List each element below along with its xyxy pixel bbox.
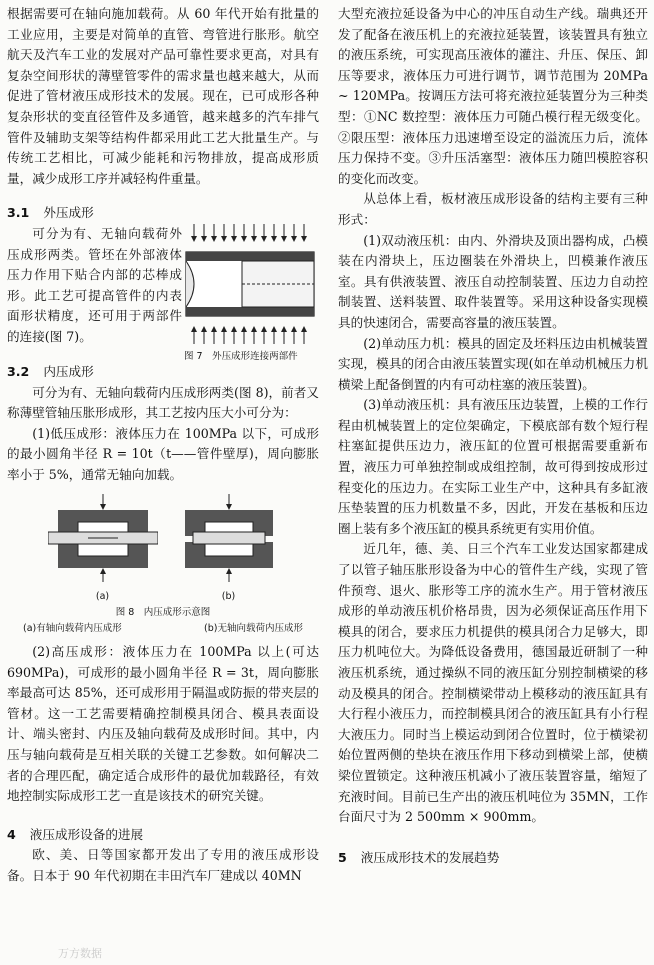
figure-8-subcaptions bbox=[7, 620, 319, 638]
spacer bbox=[338, 828, 648, 848]
figure-8-panel-b-label: (b) bbox=[221, 591, 236, 603]
figure-8-panel-a-label: (a) bbox=[95, 591, 110, 603]
section-heading-3-1 bbox=[7, 203, 319, 224]
figure-8-subcaption-b: (b)无轴向载荷内压成形 bbox=[204, 623, 303, 635]
paragraph: 近几年，德、美、日三个汽车工业发达国家都建成了以管子轴压胀形设备为中心的管件生产线，实现了管件预弯、退火、胀形等工序的流水生产。用于管材液压成形的单动液压机价格昂贵，因为必须保证高压作用下模具的闭合，要求压力机提供的模具闭合力足够大，即压力机吨位大。为降低设备费用，德国最近研制了一种液压机系统，通过操纵不同的液压缸分别控制横梁的移动及模具的闭合。控制横梁带动上模移动的液压缸具有大行程小液压力，而控制模具闭合的液压缸具有小行程大液压力。同时当上模运动到闭合位置时，位于横梁初始位置两侧的垫块在液压作用下移动到横梁上部，使横梁位置锁定。这种液压机减小了液压装置容量，缩短了充液时间。目前已生产出的液压机吨位为 35MN，工作台面尺寸为 2 500mm × 900mm。 bbox=[338, 541, 648, 825]
paragraph: 可分为有、无轴向载荷内压成形两类(图 8)，前者又称薄壁管轴压胀形成形，其工艺按内压大小可分为： bbox=[7, 384, 319, 421]
paragraph: 根据需要可在轴向施加载荷。从 60 年代开始有批量的工业应用，主要是对简单的直管、弯管进行胀形。航空航天及汽车工业的发展对产品可靠性要求更高，对具有复杂空间形状的薄壁管零件的需求量也越来越大，从而促进了管材液压成形技术的发展。现在，已可成形各种复杂形状的变直径管件及多通管，越来越多的汽车排气管件及辅助支架等结构件都采用此工艺大批量生产。与传统工艺相比，可减少能耗和污物排放，提高成形质量，减少成形工序并减轻构件重量。 bbox=[7, 6, 319, 186]
right-column bbox=[338, 4, 648, 868]
spacer bbox=[7, 189, 319, 203]
section-heading-4 bbox=[7, 825, 319, 846]
paragraph: (2)单动压力机：模具的固定及坯料压边由机械装置实现，模具的闭合由液压装置实现(如在单动机械压力机横梁上配备倒置的内有可动柱塞的液压装置)。 bbox=[338, 335, 648, 392]
figure-8-caption: 图 8 内压成形示意图 bbox=[115, 607, 211, 619]
section-heading-5 bbox=[338, 848, 648, 869]
figure-8-subcaption-a: (a)有轴向载荷内压成形 bbox=[23, 623, 122, 635]
paragraph: (1)低压成形：液体压力在 100MPa 以下，可成形的最小圆角半径 R = 10t（t——管件壁厚)，周向膨胀率小于 5%，通常无轴向加载。 bbox=[7, 425, 319, 482]
paragraph: (2)高压成形：液体压力在 100MPa 以上(可达 690MPa)，可成形的最小圆角半径 R = 3t，周向膨胀率最高可达 85%，还可成形用于隔温或防振的带夹层的管材。这一工艺需要精确控制模具闭合、模具表面设计、端头密封、内压及轴向载荷及成形时间。其中，内压与轴向载荷是互相关联的关键工艺参数。如何解决二者的合理匹配，确定适合成形件的最优加载路径，有效地控制实际成形工艺一直是该技术的研究关键。 bbox=[7, 644, 319, 804]
paragraph: 从总体上看，板材液压成形设备的结构主要有三种形式： bbox=[338, 191, 648, 227]
external-forming-diagram bbox=[184, 222, 319, 346]
paragraph: 大型充液拉延设备为中心的冲压自动生产线。瑞典还开发了配备在液压机上的充液拉延装置，该装置具有独立的液压系统，可实现高压液体的灌注、升压、保压、卸压等要求，液体压力可进行调节，调节范围为 20MPa ~ 120MPa。按调压方法可将充液拉延装置分为三种类型：①NC 数控型：液体压力可随凸模行程无级变化。②限压型：液体压力迅速增至设定的溢流压力后，流体压力保持不变。③升压活塞型：液体压力随凹模腔容积的变化而改变。 bbox=[338, 6, 648, 186]
figure-7-caption: 图 7 外压成形连接两部件 bbox=[184, 350, 298, 362]
figure-8 bbox=[7, 492, 319, 639]
left-column bbox=[7, 4, 319, 887]
section-number: 5 bbox=[338, 849, 347, 865]
section-number: 4 bbox=[7, 826, 16, 842]
figure-7-block bbox=[7, 224, 319, 374]
watermark: 万方数据 bbox=[58, 947, 102, 960]
section-number: 3.2 bbox=[7, 363, 30, 379]
axial-load-forming-diagram bbox=[48, 492, 158, 584]
figure-8-panel-b bbox=[179, 492, 279, 605]
figure-8-panel-a bbox=[48, 492, 158, 605]
paragraph: 欧、美、日等国家都开发出了专用的液压成形设备。日本于 90 年代初期在丰田汽车厂建成以 40MN bbox=[7, 847, 319, 884]
figure-7 bbox=[184, 222, 319, 364]
paragraph: (1)双动液压机：由内、外滑块及顶出器构成，凸模装在内滑块上，压边圈装在外滑块上，凹模兼作液压室。具有供液装置、液压自动控制装置、压边力自动控制装置、送料装置、取件装置等。采用这种设备实现模具的快速闭合，需要高容量的液压装置。 bbox=[338, 232, 648, 330]
section-title: 外压成形 bbox=[43, 205, 94, 221]
section-number: 3.1 bbox=[7, 205, 30, 221]
paragraph: 可分为有、无轴向载荷外压成形两类。管坯在外部液体压力作用下贴合内部的芯棒成形。此工艺可提高管件的内表面形状精度，还可用于两部件的连接(图 7)。 bbox=[7, 225, 182, 344]
spacer bbox=[7, 807, 319, 825]
figure-8-panels bbox=[7, 492, 319, 605]
section-title: 内压成形 bbox=[43, 363, 94, 379]
paragraph: (3)单动液压机：具有液压压边装置，上模的工作行程由机械装置上的定位架确定，下模底部有数个短行程柱塞缸提供压边力，液压缸的位置可根据需要重新布置，液压力可单独控制或成组控制，故可得到按成形过程变化的压边力。在实际工业生产中，这种具有多缸液压垫装置的压力机数量不多，因此，开发在基板和压边圈上装有多个液压缸的模具系统更有实用价值。 bbox=[338, 397, 648, 536]
section-title: 液压成形技术的发展趋势 bbox=[360, 849, 500, 865]
section-title: 液压成形设备的进展 bbox=[29, 826, 144, 842]
no-axial-load-forming-diagram bbox=[179, 492, 279, 584]
